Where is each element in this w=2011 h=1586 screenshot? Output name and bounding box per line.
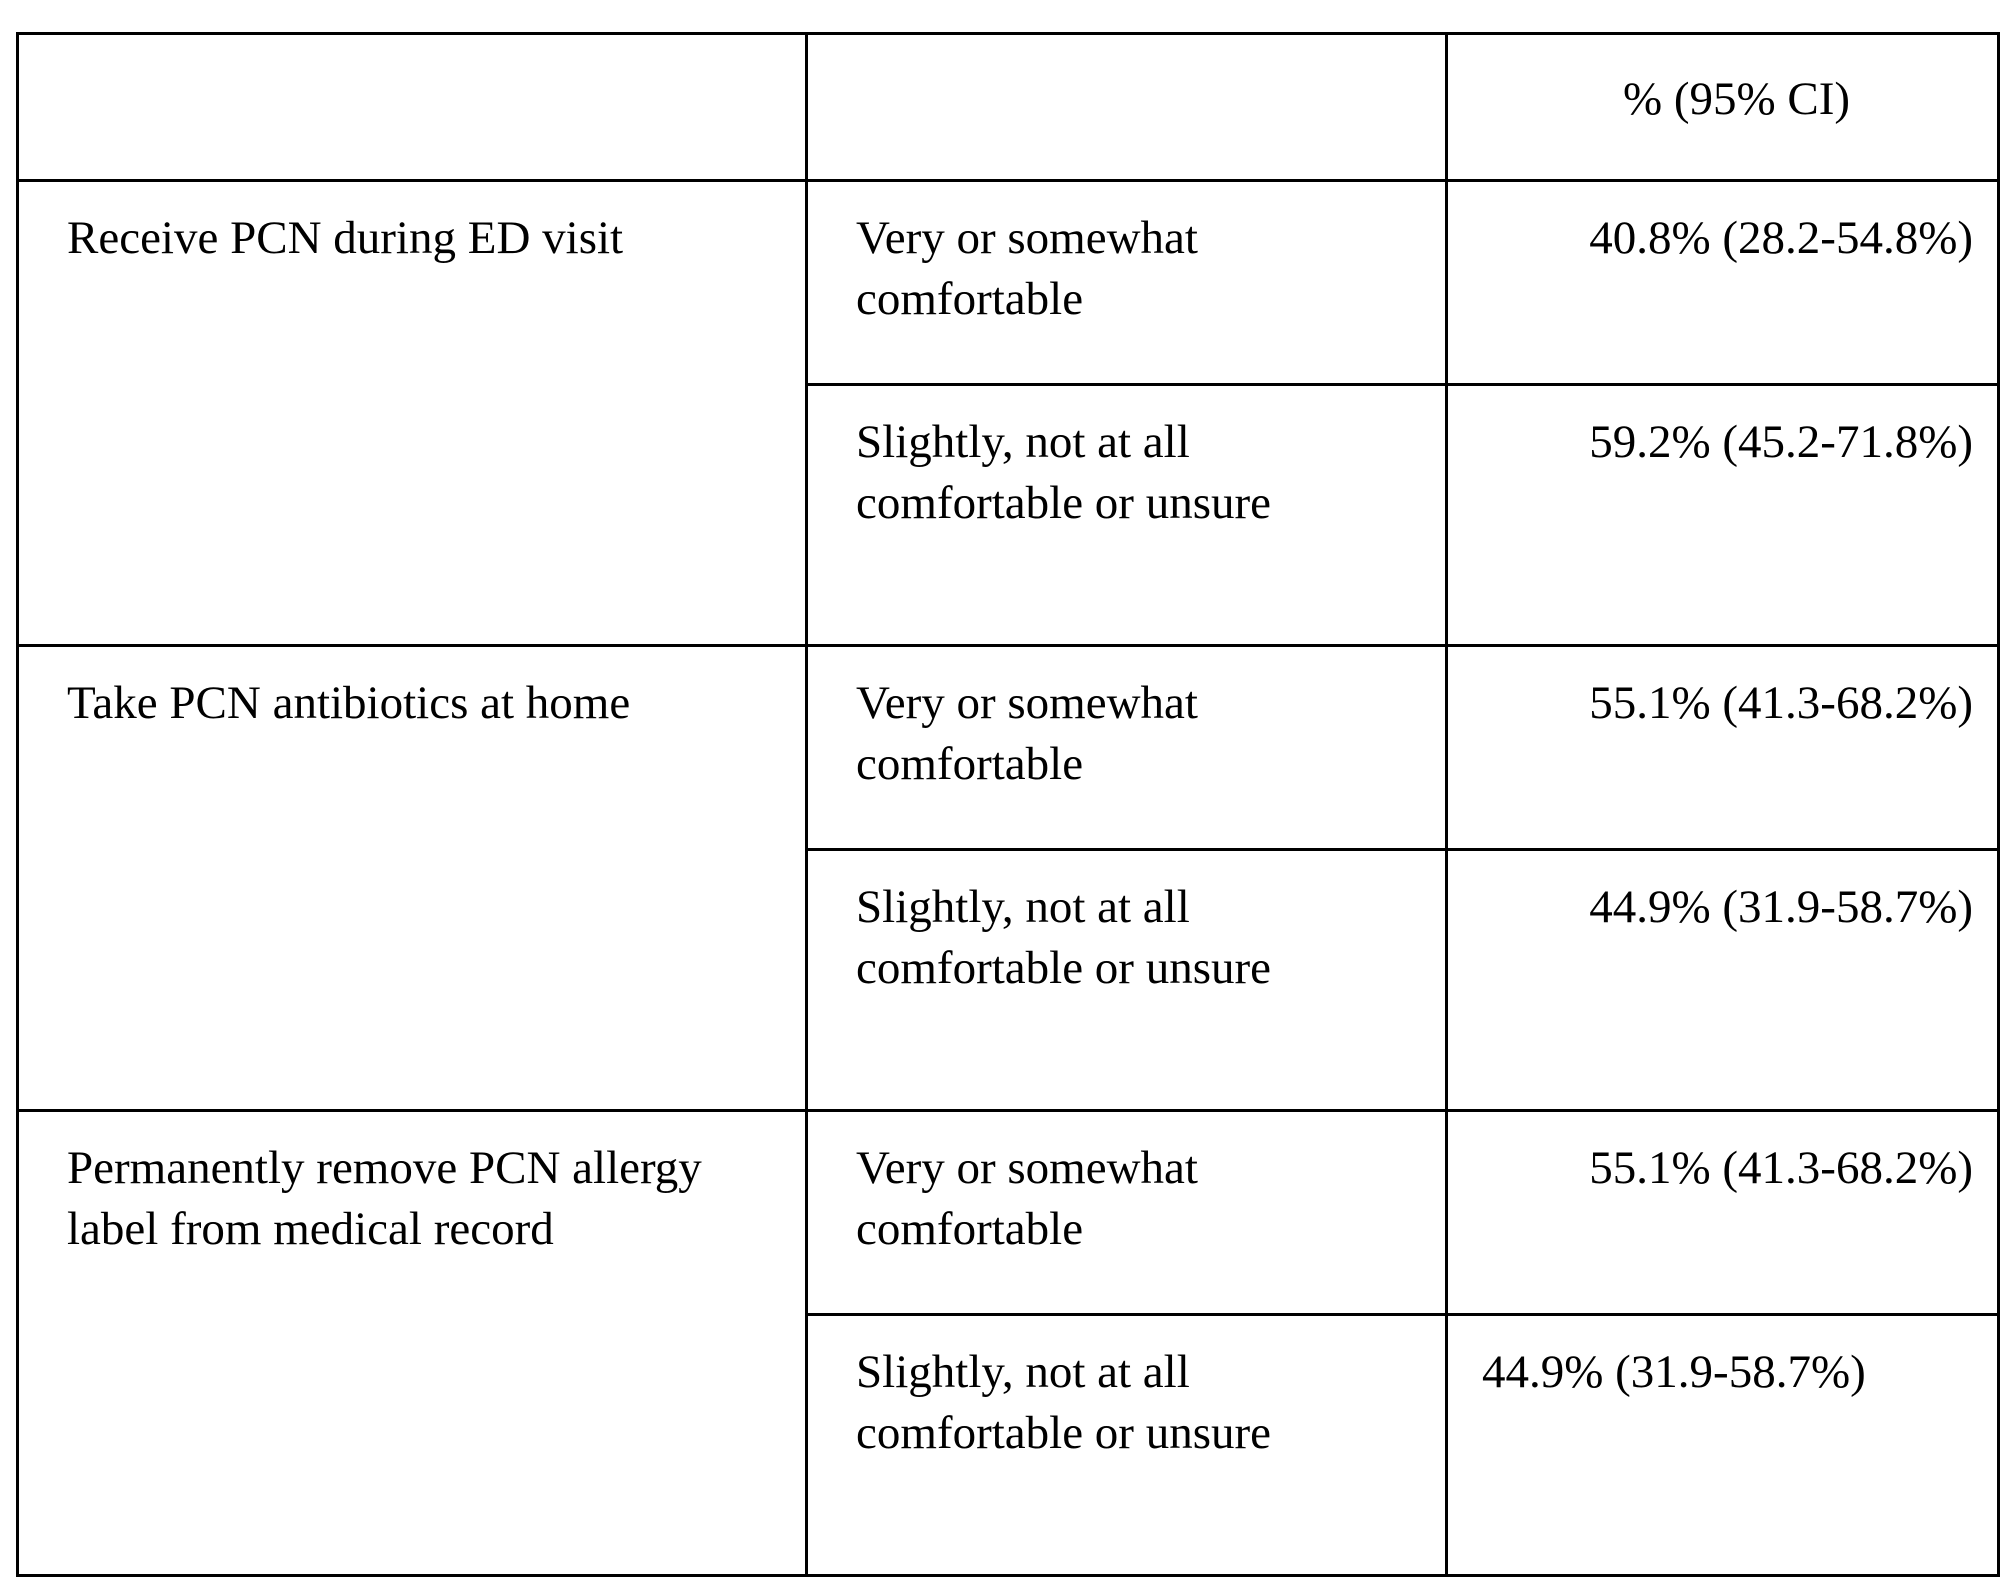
group-label: Permanently remove PCN allergy label from medical record (67, 1142, 702, 1255)
response-cell (807, 850, 1447, 1111)
value-label: 44.9% (31.9-58.7%) (1482, 1346, 1866, 1398)
response-cell (807, 1315, 1447, 1576)
value-cell (1447, 181, 1999, 385)
value-label: 55.1% (41.3-68.2%) (1589, 677, 1973, 729)
response-cell (807, 1111, 1447, 1315)
value-label: 55.1% (41.3-68.2%) (1589, 1142, 1973, 1194)
table-row (18, 181, 1999, 385)
header-percent-label: % (95% CI) (1622, 73, 1851, 125)
table-row (18, 1111, 1999, 1315)
header-response-label (808, 35, 1445, 69)
value-cell (1447, 1315, 1999, 1576)
header-category-label (19, 35, 805, 69)
group-label: Take PCN antibiotics at home (67, 677, 631, 729)
group-cell-remove-label (18, 1111, 807, 1576)
table-row (18, 646, 1999, 850)
value-label: 40.8% (28.2-54.8%) (1589, 212, 1973, 264)
response-label: Slightly, not at all comfortable or unsure (856, 416, 1272, 529)
response-cell (807, 385, 1447, 646)
value-cell (1447, 385, 1999, 646)
group-cell-ed-visit (18, 181, 807, 646)
response-cell (807, 181, 1447, 385)
header-row (18, 34, 1999, 181)
response-label: Very or somewhat comfortable (856, 212, 1198, 325)
group-label: Receive PCN during ED visit (67, 212, 624, 264)
response-label: Very or somewhat comfortable (856, 1142, 1198, 1255)
header-cell-category (18, 34, 807, 181)
group-cell-home (18, 646, 807, 1111)
header-cell-response (807, 34, 1447, 181)
header-cell-percent (1447, 34, 1999, 181)
value-label: 59.2% (45.2-71.8%) (1589, 416, 1973, 468)
value-cell (1447, 850, 1999, 1111)
value-label: 44.9% (31.9-58.7%) (1589, 881, 1973, 933)
response-label: Slightly, not at all comfortable or unsure (856, 1346, 1272, 1459)
value-cell (1447, 1111, 1999, 1315)
value-cell (1447, 646, 1999, 850)
response-label: Slightly, not at all comfortable or unsure (856, 881, 1272, 994)
response-label: Very or somewhat comfortable (856, 677, 1198, 790)
response-cell (807, 646, 1447, 850)
comfort-table (16, 32, 2000, 1577)
